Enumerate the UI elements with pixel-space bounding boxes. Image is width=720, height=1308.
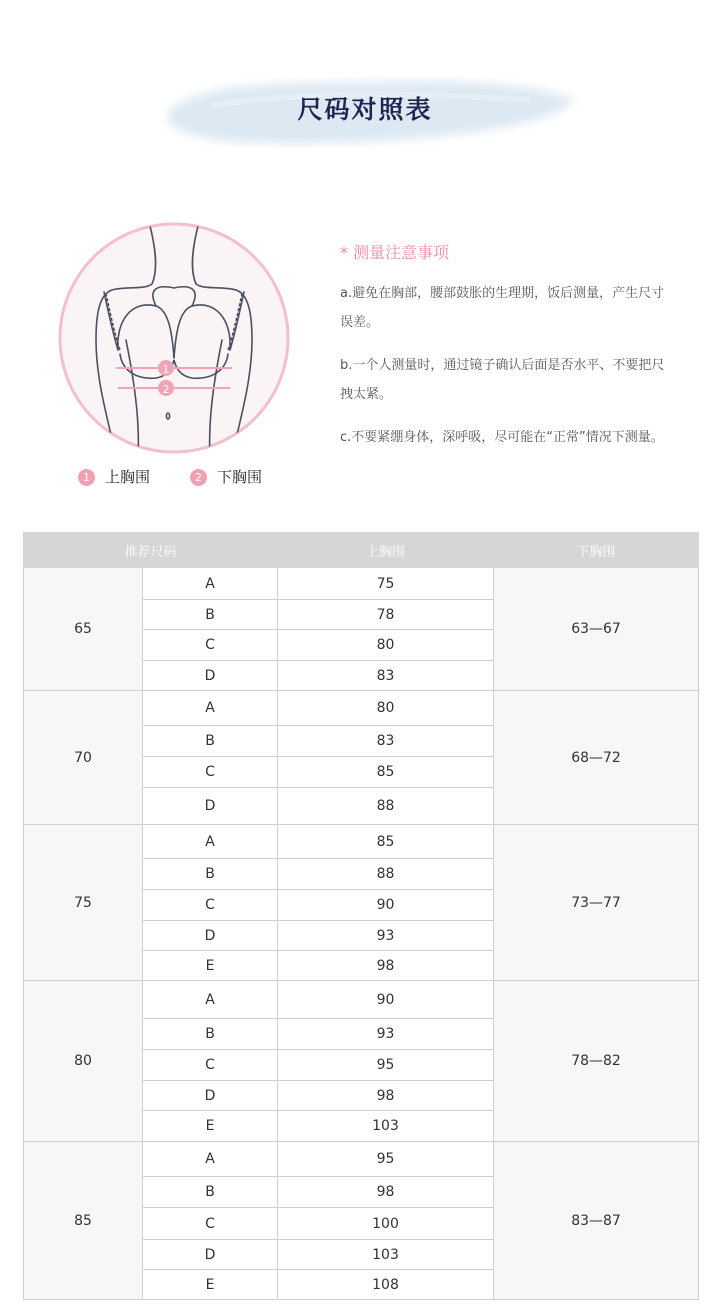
upper-bust-cell: 85 bbox=[278, 825, 494, 859]
upper-bust-cell: 78 bbox=[278, 600, 494, 630]
legend-item-upper-bust bbox=[78, 466, 150, 487]
under-bust-cell: 83—87 bbox=[494, 1142, 699, 1300]
upper-bust-cell: 80 bbox=[278, 630, 494, 661]
notes-heading: * 测量注意事项 bbox=[340, 243, 450, 262]
under-bust-cell: 63—67 bbox=[494, 568, 699, 691]
band-size-cell: 80 bbox=[24, 981, 143, 1142]
cup-size-cell: D bbox=[143, 1081, 278, 1111]
page-title: 尺码对照表 bbox=[297, 95, 433, 124]
under-bust-cell: 78—82 bbox=[494, 981, 699, 1142]
header-recommended-size: 推荐尺码 bbox=[24, 533, 278, 568]
cup-size-cell: A bbox=[143, 981, 278, 1019]
table-row bbox=[24, 981, 699, 1019]
cup-size-cell: C bbox=[143, 630, 278, 661]
cup-size-cell: A bbox=[143, 691, 278, 726]
cup-size-cell: E bbox=[143, 1270, 278, 1300]
marker-2-label: 2 bbox=[162, 383, 170, 396]
note-item-a: a.避免在胸部，腰部鼓胀的生理期，饭后测量，产生尺寸误差。 bbox=[340, 286, 665, 330]
cup-size-cell: E bbox=[143, 1111, 278, 1142]
cup-size-cell: E bbox=[143, 951, 278, 981]
cup-size-cell: D bbox=[143, 788, 278, 825]
band-size-cell: 70 bbox=[24, 691, 143, 825]
cup-size-cell: B bbox=[143, 726, 278, 757]
upper-bust-cell: 98 bbox=[278, 951, 494, 981]
upper-bust-cell: 95 bbox=[278, 1142, 494, 1177]
upper-bust-cell: 98 bbox=[278, 1177, 494, 1208]
upper-bust-cell: 100 bbox=[278, 1208, 494, 1240]
under-bust-cell: 68—72 bbox=[494, 691, 699, 825]
cup-size-cell: D bbox=[143, 661, 278, 691]
band-size-cell: 85 bbox=[24, 1142, 143, 1300]
cup-size-cell: B bbox=[143, 600, 278, 630]
cup-size-cell: A bbox=[143, 568, 278, 600]
upper-bust-cell: 98 bbox=[278, 1081, 494, 1111]
band-size-cell: 75 bbox=[24, 825, 143, 981]
bust-illustration bbox=[56, 220, 292, 456]
cup-size-cell: A bbox=[143, 1142, 278, 1177]
upper-bust-cell: 103 bbox=[278, 1111, 494, 1142]
table-row bbox=[24, 691, 699, 726]
size-chart-table bbox=[23, 532, 699, 1300]
upper-bust-cell: 93 bbox=[278, 921, 494, 951]
size-table-body bbox=[24, 568, 699, 1300]
cup-size-cell: D bbox=[143, 1240, 278, 1270]
upper-bust-cell: 93 bbox=[278, 1019, 494, 1050]
header-upper-bust: 上胸围 bbox=[278, 533, 494, 568]
table-row bbox=[24, 568, 699, 600]
cup-size-cell: B bbox=[143, 859, 278, 890]
cup-size-cell: C bbox=[143, 757, 278, 788]
upper-bust-cell: 108 bbox=[278, 1270, 494, 1300]
upper-bust-cell: 90 bbox=[278, 981, 494, 1019]
upper-bust-cell: 83 bbox=[278, 661, 494, 691]
upper-bust-cell: 88 bbox=[278, 788, 494, 825]
legend-label-upper-bust: 上胸围 bbox=[105, 468, 151, 486]
legend-number-1-icon: 1 bbox=[78, 469, 95, 486]
cup-size-cell: B bbox=[143, 1177, 278, 1208]
cup-size-cell: C bbox=[143, 1208, 278, 1240]
upper-bust-cell: 80 bbox=[278, 691, 494, 726]
table-row bbox=[24, 1142, 699, 1177]
legend-item-under-bust bbox=[190, 466, 262, 487]
table-header-row bbox=[24, 533, 699, 568]
cup-size-cell: C bbox=[143, 1050, 278, 1081]
upper-bust-cell: 88 bbox=[278, 859, 494, 890]
legend-number-2-icon: 2 bbox=[190, 469, 207, 486]
upper-bust-cell: 85 bbox=[278, 757, 494, 788]
table-row bbox=[24, 825, 699, 859]
title-banner bbox=[150, 70, 580, 154]
upper-bust-cell: 75 bbox=[278, 568, 494, 600]
upper-bust-cell: 90 bbox=[278, 890, 494, 921]
cup-size-cell: B bbox=[143, 1019, 278, 1050]
legend-label-under-bust: 下胸围 bbox=[217, 468, 263, 486]
band-size-cell: 65 bbox=[24, 568, 143, 691]
marker-1-label: 1 bbox=[162, 363, 170, 376]
note-item-c: c.不要紧绷身体，深呼吸，尽可能在“正常”情况下测量。 bbox=[340, 430, 664, 445]
note-item-b: b.一个人测量时，通过镜子确认后面是否水平、不要把尺拽太紧。 bbox=[340, 358, 665, 402]
upper-bust-cell: 83 bbox=[278, 726, 494, 757]
cup-size-cell: A bbox=[143, 825, 278, 859]
cup-size-cell: D bbox=[143, 921, 278, 951]
under-bust-cell: 73—77 bbox=[494, 825, 699, 981]
upper-bust-cell: 103 bbox=[278, 1240, 494, 1270]
measurement-notes bbox=[340, 240, 670, 466]
upper-bust-cell: 95 bbox=[278, 1050, 494, 1081]
header-under-bust: 下胸围 bbox=[494, 533, 699, 568]
cup-size-cell: C bbox=[143, 890, 278, 921]
